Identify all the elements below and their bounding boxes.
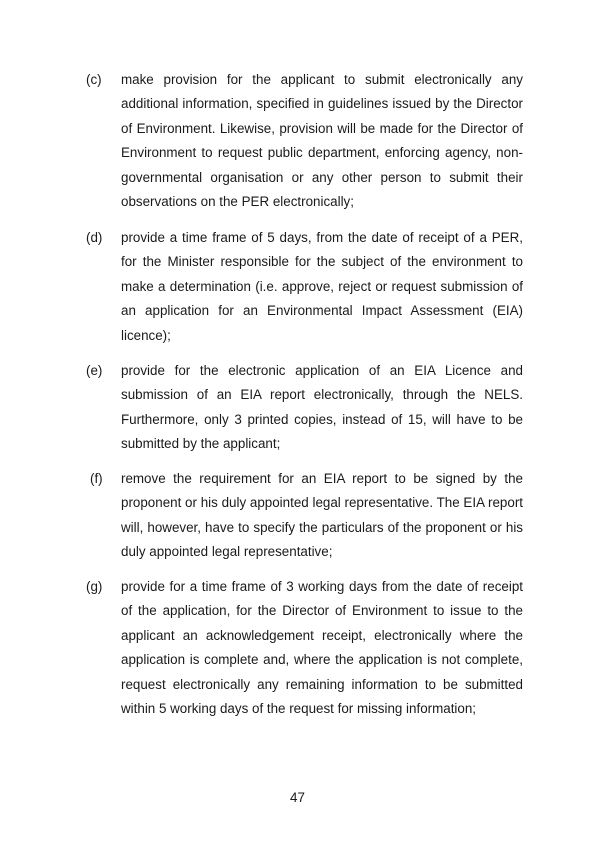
- item-label: (c): [86, 72, 102, 87]
- page-number: 47: [290, 790, 305, 805]
- item-text: provide for the electronic application of an EIA Licence and submission of an EIA report electronically, through the NELS. Furthermore, only 3 printed copies, instead of 15, will have to be submitted by the applicant;: [121, 363, 523, 452]
- item-label: (g): [86, 579, 103, 594]
- item-label: (d): [86, 230, 103, 245]
- item-text: provide a time frame of 5 days, from the date of receipt of a PER, for the Minister responsible for the subject of the environment to make a determination (i.e. approve, reject or request submission of an application for an Environmental Impact Assessment (EIA) licence);: [121, 230, 523, 343]
- item-text: remove the requirement for an EIA report to be signed by the proponent or his duly appointed legal representative. The EIA report will, however, have to specify the particulars of the proponent or his duly appointed legal representative;: [121, 471, 523, 560]
- item-text: provide for a time frame of 3 working days from the date of receipt of the application, for the Director of Environment to issue to the applicant an acknowledgement receipt, electronically where the application is complete and, where the application is not complete, request electronically any remaining information to be submitted within 5 working days of the request for missing information;: [121, 579, 523, 717]
- item-label: (f): [90, 471, 103, 486]
- item-text: make provision for the applicant to submit electronically any additional information, specified in guidelines issued by the Director of Environment. Likewise, provision will be made for the Director of Environment to request public department, enforcing agency, non-governmental organisation or any other person to submit their observations on the PER electronically;: [121, 72, 523, 210]
- item-label: (e): [86, 363, 103, 378]
